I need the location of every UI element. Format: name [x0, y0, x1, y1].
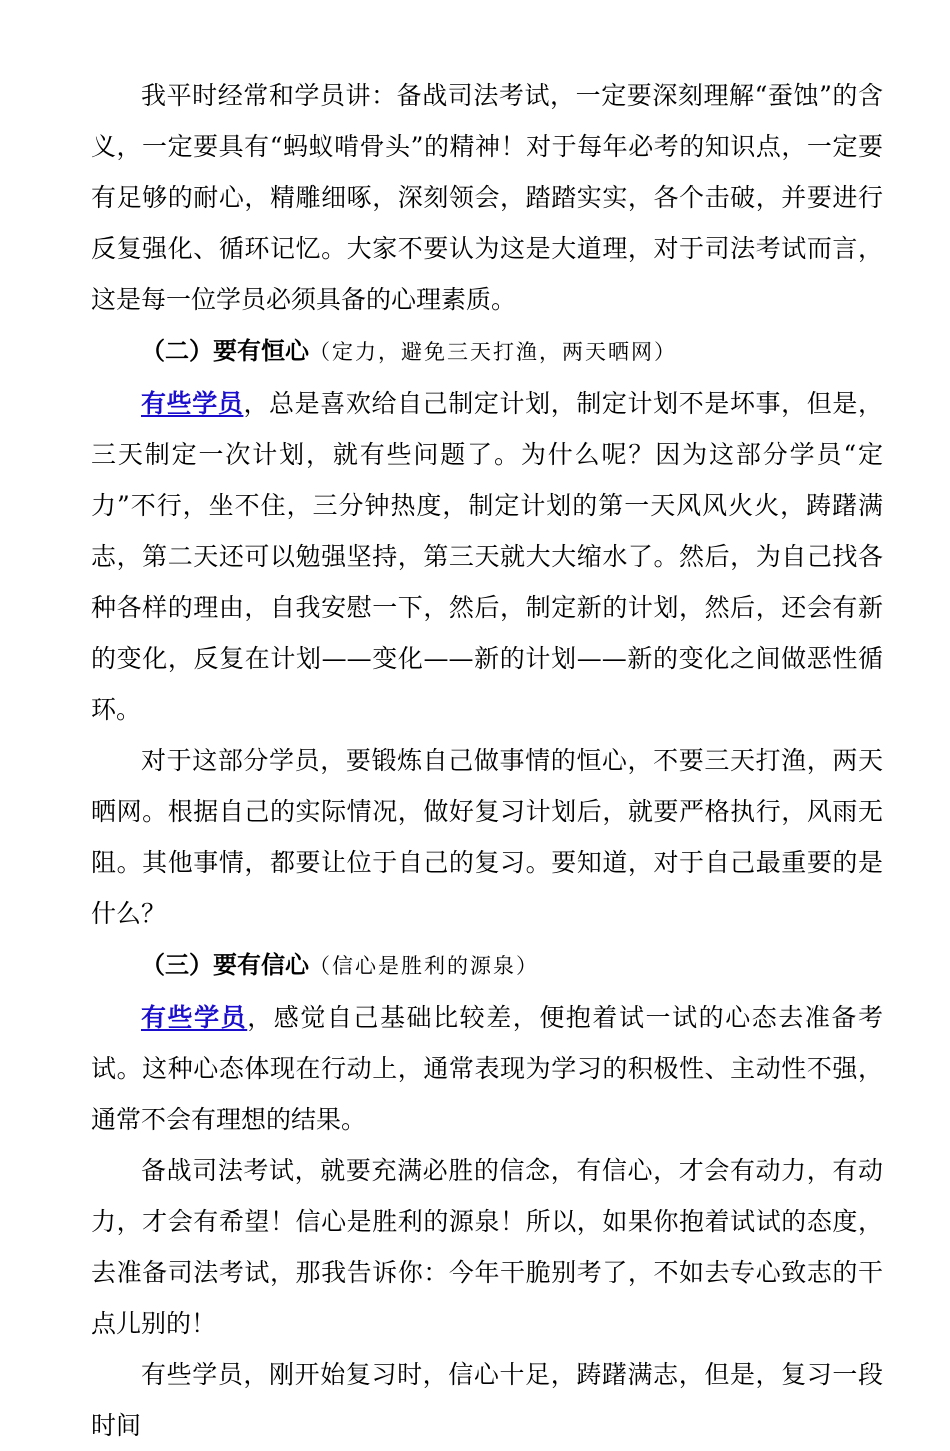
paragraph-4-link[interactable]: 有些学员 [141, 1003, 248, 1032]
paragraph-3: 对于这部分学员，要锻炼自己做事情的恒心，不要三天打渔，两天晒网。根据自己的实际情况，做好复习计划后，就要严格执行，风雨无阻。其他事情，都要让位于自己的复习。要知道，对于自己最重要的是什么？ [91, 746, 883, 928]
paragraph-2-text: ，总是喜欢给自己制定计划，制定计划不是坏事，但是，三天制定一次计划，就有些问题了。为什么呢？因为这部分学员“定力”不行，坐不住，三分钟热度，制定计划的第一天风风火火，踌躇满志，第二天还可以勉强坚持，第三天就大大缩水了。然后，为自己找各种各样的理由，自我安慰一下，然后，制定新的计划，然后，还会有新的变化，反复在计划——变化——新的计划——新的变化之间做恶性循环。 [91, 389, 883, 724]
paragraph-2-link[interactable]: 有些学员 [141, 389, 244, 418]
paragraph-2 [91, 378, 883, 735]
document-body [91, 70, 883, 1451]
paragraph-6: 有些学员，刚开始复习时，信心十足，踌躇满志，但是，复习一段时间 [91, 1360, 883, 1440]
paragraph-4-text: ，感觉自己基础比较差，便抱着试一试的心态去准备考试。这种心态体现在行动上，通常表现为学习的积极性、主动性不强，通常不会有理想的结果。 [91, 1003, 883, 1134]
heading-2-title: （二）要有恒心 [141, 337, 309, 365]
heading-3-title: （三）要有信心 [141, 951, 309, 979]
paragraph-4 [91, 992, 883, 1145]
heading-2-note: （定力，避免三天打渔，两天晒网） [309, 340, 677, 364]
section-heading-2 [91, 325, 883, 378]
paragraph-1: 我平时经常和学员讲：备战司法考试，一定要深刻理解“蚕蚀”的含义，一定要具有“蚂蚁啃骨头”的精神！对于每年必考的知识点，一定要有足够的耐心，精雕细啄，深刻领会，踏踏实实，各个击破，并要进行反复强化、循环记忆。大家不要认为这是大道理，对于司法考试而言，这是每一位学员必须具备的心理素质。 [91, 81, 883, 314]
heading-3-note: （信心是胜利的源泉） [309, 954, 539, 978]
paragraph-5: 备战司法考试，就要充满必胜的信念，有信心，才会有动力，有动力，才会有希望！信心是胜利的源泉！所以，如果你抱着试试的态度，去准备司法考试，那我告诉你：今年干脆别考了，不如去专心致志的干点儿别的！ [91, 1156, 883, 1338]
section-heading-3 [91, 939, 883, 992]
